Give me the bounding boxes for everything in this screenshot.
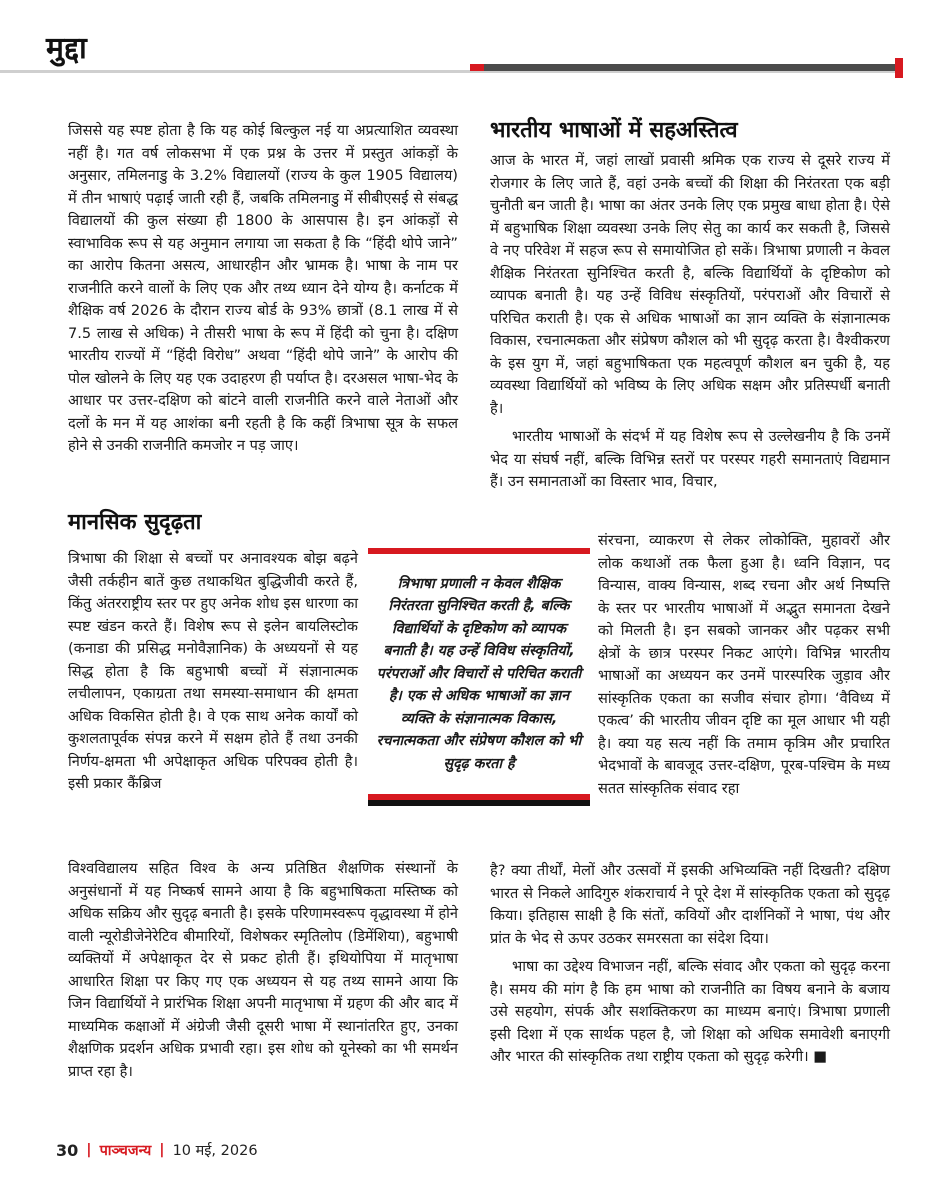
left-column-middle — [68, 548, 358, 802]
right-column-top — [490, 150, 890, 500]
left-column-bottom — [68, 858, 458, 1089]
section-heading-coexistence: भारतीय भाषाओं में सहअस्तित्व — [490, 118, 738, 143]
footer — [56, 1140, 258, 1160]
right-column-bottom — [490, 860, 890, 1075]
issue-date: 10 मई, 2026 — [172, 1143, 258, 1159]
top-accent — [895, 58, 903, 78]
paragraph: जिससे यह स्पष्ट होता है कि यह कोई बिल्कुल नई या अप्रत्याशित व्यवस्था नहीं है। गत वर्ष लोकसभा में एक प्रश्न के उत्तर में प्रस्तुत आंकड़ों के अनुसार, तमिलनाडु के 3.2% विद्यालयों (राज्य के कुल 1905 विद्यालय) में तीन भाषाएं पढ़ाई जाती रही हैं, जबकि तमिलनाडु में सीबीएसई से संबद्ध विद्यालयों की कुल संख्या ही 1800 के आसपास है। इन आंकड़ों से स्वाभाविक रूप से यह अनुमान लगाया जा सकता है कि “हिंदी थोपे जाने” का आरोप कितना असत्य, आधारहीन और भ्रामक है। भाषा के नाम पर राजनीति करने वालों के लिए एक और तथ्य ध्यान देने योग्य है। कर्नाटक में शैक्षिक वर्ष 2026 के दौरान राज्य बोर्ड के 93% छात्रों (8.1 लाख में से 7.5 लाख से अधिक) ने तीसरी भाषा के रूप में हिंदी को चुना है। दक्षिण भारतीय राज्यों में “हिंदी विरोध” अथवा “हिंदी थोपे जाने” के आरोप की पोल खोलने के लिए यह एक उदाहरण ही पर्याप्त है। दरअसल भाषा-भेद के आधार पर उत्तर-दक्षिण को बांटने वाली राजनीति करने वाले नेताओं और दलों के मन में यह आशंका बनी रहती है कि कहीं त्रिभाषा सूत्र के सफल होने से उनकी राजनीति कमजोर न पड़ जाए। — [68, 122, 458, 454]
footer-separator: | — [86, 1142, 92, 1158]
pull-quote — [368, 548, 590, 800]
paragraph: है? क्या तीर्थों, मेलों और उत्सवों में इसकी अभिव्यक्ति नहीं दिखती? दक्षिण भारत से निकले आदिगुरु शंकराचार्य ने पूरे देश में सांस्कृतिक एकता को सुदृढ़ किया। इतिहास साक्षी है कि संतों, कवियों और दार्शनिकों ने भाषा, पंथ और प्रांत के भेद से ऊपर उठकर समरसता का संदेश दिया। — [490, 862, 890, 947]
top-bar-red — [470, 64, 484, 71]
top-bar-dark — [484, 64, 902, 71]
paragraph: त्रिभाषा की शिक्षा से बच्चों पर अनावश्यक बोझ बढ़ने जैसी तर्कहीन बातें कुछ तथाकथित बुद्धिजीवी करते हैं, किंतु अंतरराष्ट्रीय स्तर पर हुए अनेक शोध इस धारणा का स्पष्ट खंडन करते हैं। विशेष रूप से इलेन बायलिस्टोक (कनाडा की प्रसिद्ध मनोवैज्ञानिक) के अध्ययनों से यह सिद्ध होता है कि बहुभाषी बच्चों में संज्ञानात्मक लचीलापन, एकाग्रता तथा समस्या-समाधान की क्षमता अधिक विकसित होती है। वे एक साथ अनेक कार्यों को कुशलतापूर्वक संपन्न करने में सक्षम होते हैं तथा उनकी निर्णय-क्षमता भी अपेक्षाकृत अधिक परिपक्व होती है। इसी प्रकार कैंब्रिज — [68, 550, 358, 792]
pull-quote-text: त्रिभाषा प्रणाली न केवल शैक्षिक निरंतरता सुनिश्चित करती है, बल्कि विद्यार्थियों के दृष्टिकोण को व्यापक बनाती है। यह उन्हें विविध संस्कृतियों, परंपराओं और विचारों से परिचित कराती है। एक से अधिक भाषाओं का ज्ञान व्यक्ति के संज्ञानात्मक विकास, रचनात्मकता और संप्रेषण कौशल को भी सुदृढ़ करता है — [376, 575, 582, 772]
paragraph: संरचना, व्याकरण से लेकर लोकोक्ति, मुहावरों और लोक कथाओं तक फैला हुआ है। ध्वनि विज्ञान, पद विन्यास, वाक्य विन्यास, शब्द रचना और अर्थ निष्पत्ति के स्तर पर भारतीय भाषाओं में अद्भुत समानता देखने को मिलती है। इन सबको जानकर और पढ़कर सभी क्षेत्रों के छात्र परस्पर निकट आएंगे। विभिन्न भारतीय भाषाओं का अध्ययन कर उनमें पारस्परिक जुड़ाव और सांस्कृतिक एकता का सजीव संचार होगा। ‘वैविध्य में एकत्व’ की भारतीय जीवन दृष्टि का मूल आधार भी यही है। क्या यह सत्य नहीं कि तमाम कृत्रिम और प्रचारित भेदभावों के बावजूद उत्तर-दक्षिण, पूरब-पश्चिम के मध्य सतत सांस्कृतिक संवाद रहा — [598, 532, 890, 797]
paragraph: आज के भारत में, जहां लाखों प्रवासी श्रमिक एक राज्य से दूसरे राज्य में रोजगार के लिए जाते हैं, वहां उनके बच्चों की शिक्षा की निरंतरता एक बड़ी चुनौती बन जाती है। भाषा का अंतर उनके लिए एक प्रमुख बाधा होता है। ऐसे में बहुभाषिक शिक्षा व्यवस्था उनके लिए सेतु का कार्य कर सकती है, जिससे वे नए परिवेश में सहज रूप से समायोजित हो सकें। त्रिभाषा प्रणाली न केवल शैक्षिक निरंतरता सुनिश्चित करती है, बल्कि विद्यार्थियों के दृष्टिकोण को व्यापक बनाती है। यह उन्हें विविध संस्कृतियों, परंपराओं और विचारों से परिचित कराती है। एक से अधिक भाषाओं का ज्ञान व्यक्ति के संज्ञानात्मक विकास, रचनात्मकता और संप्रेषण कौशल को भी सुदृढ़ करता है। वैश्वीकरण के इस युग में, जहां बहुभाषिकता एक महत्वपूर्ण कौशल बन चुकी है, यह व्यवस्था विद्यार्थियों को भविष्य के लिए अधिक सक्षम और प्रतिस्पर्धी बनाती है। — [490, 152, 890, 417]
left-column-top — [68, 120, 458, 464]
paragraph: भाषा का उद्देश्य विभाजन नहीं, बल्कि संवाद और एकता को सुदृढ़ करना है। समय की मांग है कि हम भाषा को राजनीति का विषय बनाने के बजाय उसे सहयोग, संपर्क और सशक्तिकरण का माध्यम बनाएं। त्रिभाषा प्रणाली इसी दिशा में एक सार्थक पहल है, जो शिक्षा को अधिक समावेशी बनाएगी और भारत की सांस्कृतिक तथा राष्ट्रीय एकता को सुदृढ़ करेगी। ■ — [490, 958, 890, 1065]
paragraph: भारतीय भाषाओं के संदर्भ में यह विशेष रूप से उल्लेखनीय है कि उनमें भेद या संघर्ष नहीं, बल्कि विभिन्न स्तरों पर परस्पर गहरी समानताएं विद्यमान हैं। उन समानताओं का विस्तार भाव, विचार, — [490, 428, 890, 490]
right-column-narrow — [598, 530, 890, 806]
paragraph: विश्वविद्यालय सहित विश्व के अन्य प्रतिष्ठित शैक्षणिक संस्थानों के अनुसंधानों में यह निष्कर्ष सामने आया है कि बहुभाषिकता मस्तिष्क को अधिक सक्रिय और सुदृढ़ बनाती है। इसके परिणामस्वरूप वृद्धावस्था में होने वाली न्यूरोडीजेनेरेटिव बीमारियों, विशेषकर स्मृतिलोप (डिमेंशिया), बहुभाषी व्यक्तियों में अपेक्षाकृत देर से प्रकट होती हैं। इथियोपिया में मातृभाषा आधारित शिक्षा पर किए गए एक अध्ययन से यह तथ्य सामने आया कि जिन विद्यार्थियों ने प्रारंभिक शिक्षा अपनी मातृभाषा में ग्रहण की और बाद में माध्यमिक कक्षाओं में अंग्रेजी जैसी दूसरी भाषा में स्थानांतरित हुए, उनका शैक्षणिक प्रदर्शन अधिक प्रभावी रहा। इस शोध को यूनेस्को का भी समर्थन प्राप्त रहा है। — [68, 860, 458, 1080]
magazine-name: पाञ्चजन्य — [99, 1143, 152, 1159]
page-number: 30 — [56, 1140, 79, 1160]
section-tag: मुद्दा — [46, 31, 88, 66]
pull-quote-bar — [368, 800, 590, 806]
section-heading-mental-strength: मानसिक सुदृढ़ता — [68, 510, 202, 535]
footer-separator: | — [159, 1142, 165, 1158]
